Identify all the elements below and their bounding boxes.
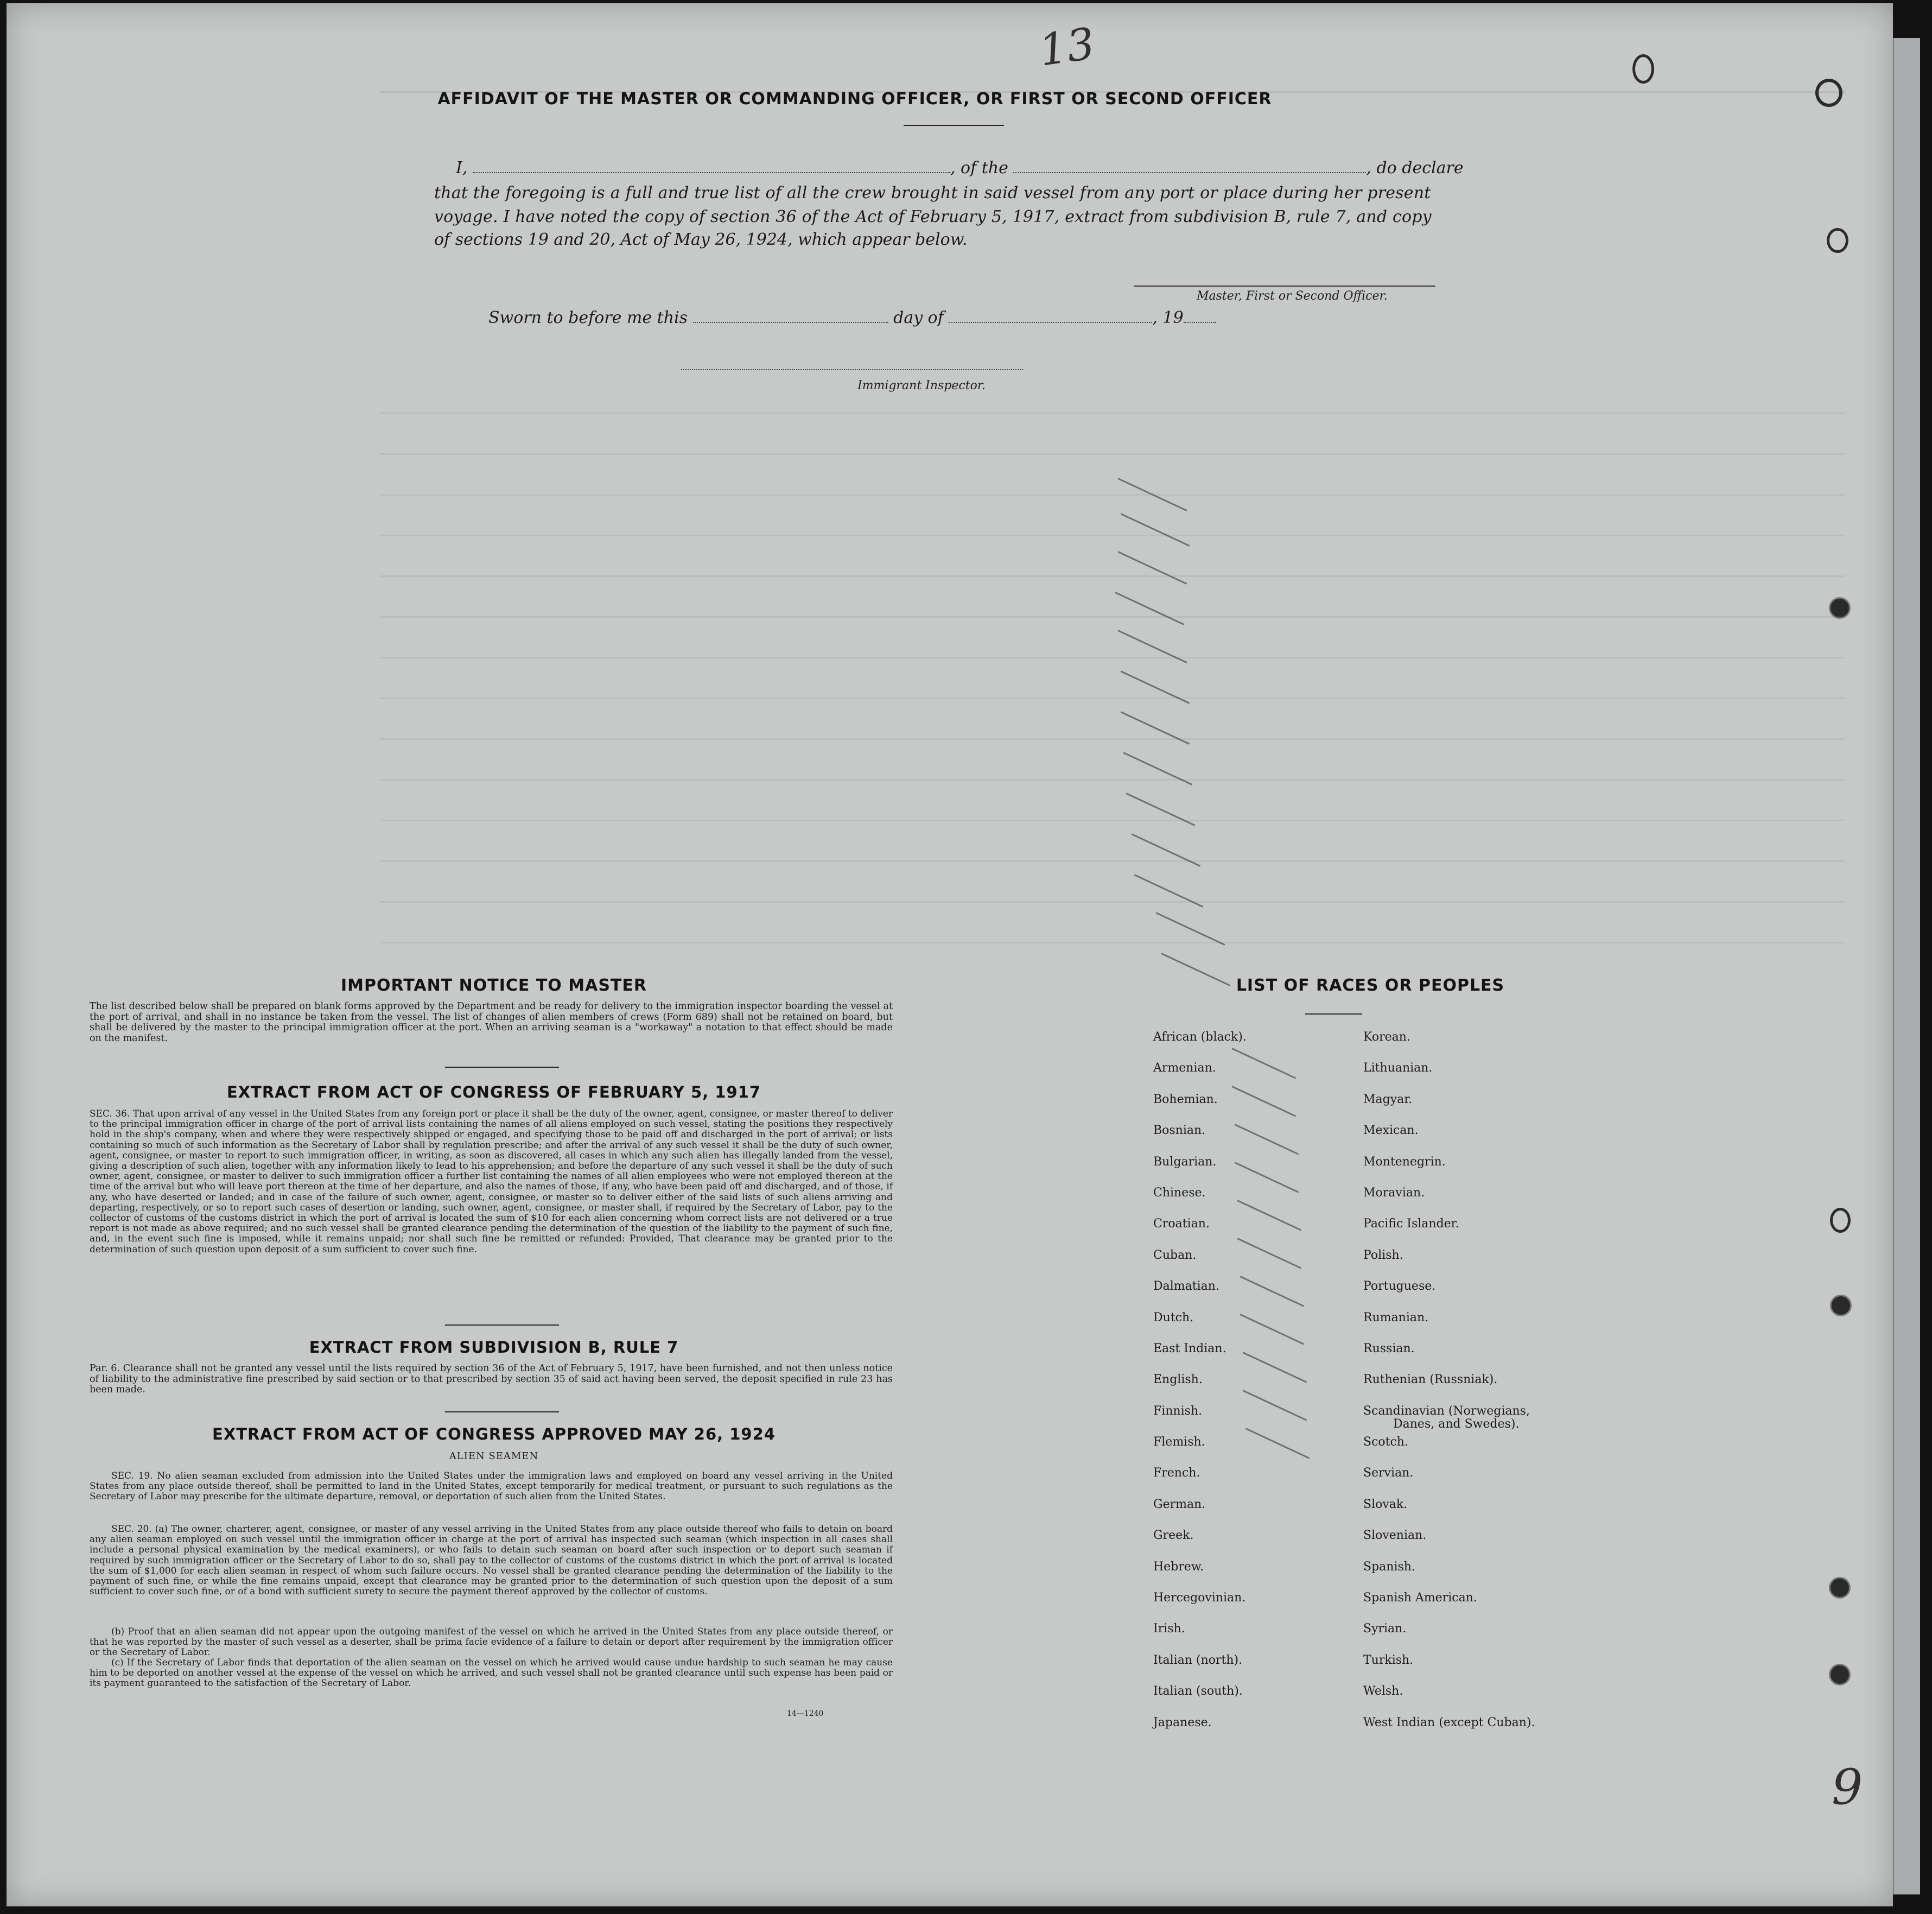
rule7-text: Par. 6. Clearance shall not be granted any vessel until the lists required by section 36 of the Act of February 5, 1917, have been furnished, and not then unless notice of liability to the administrative fine prescribed by said section or to that prescribed by section 35 of said act having been served, the deposit specified in rule 23 has been made.: [90, 1363, 893, 1395]
sworn-year-field[interactable]: [1184, 322, 1216, 323]
race-left-item: Bulgarian.: [1153, 1155, 1217, 1169]
notice-text: The list described below shall be prepared on blank forms approved by the Department and be ready for delivery to the immigration inspector boarding the vessel at the port of arrival, and shall in no instance be taken from the vessel. The list of changes of alien members of crews (Form 689) shall not be retained on board, but shall be delivered by the master to the principal immigration officer at the port. When an arriving seaman is a "workaway" a notation to that effect should be made on the manifest.: [90, 1001, 893, 1044]
race-right-item: Russian.: [1363, 1341, 1415, 1355]
affidavit-line-2: that the foregoing is a full and true list of all the crew brought in said vessel from any port or place during her present: [434, 183, 1431, 202]
race-left-item: Italian (south).: [1153, 1684, 1243, 1698]
race-left-item: Hercegovinian.: [1153, 1591, 1246, 1605]
race-right-item: Spanish American.: [1363, 1591, 1477, 1605]
affidavit-line-4: of sections 19 and 20, Act of May 26, 1924, which appear below.: [434, 230, 968, 249]
page-edge-strip: [1893, 38, 1920, 1894]
race-right-item: Servian.: [1363, 1466, 1414, 1480]
race-left-item: Chinese.: [1153, 1186, 1206, 1200]
punch-hole-icon: [1830, 1295, 1852, 1316]
handwritten-page-number: 13: [1036, 18, 1098, 76]
form-number: 14—1240: [787, 1709, 824, 1718]
section-divider: [445, 1067, 559, 1068]
race-left-item: Japanese.: [1153, 1715, 1212, 1729]
race-left-item: East Indian.: [1153, 1341, 1226, 1355]
affidavit-of-the-label: , of the: [950, 159, 1008, 178]
race-right-item: Slovak.: [1363, 1497, 1408, 1511]
race-left-item: German.: [1153, 1497, 1206, 1511]
race-right-item: Turkish.: [1363, 1653, 1414, 1667]
sworn-day-field[interactable]: [693, 322, 888, 323]
race-right-item: Moravian.: [1363, 1186, 1425, 1200]
binder-ring-icon: [1815, 79, 1842, 107]
extract-1924-title: EXTRACT FROM ACT OF CONGRESS APPROVED MAY 26, 1924: [212, 1425, 776, 1443]
punch-hole-icon: [1829, 1664, 1851, 1685]
day-of-label: day of: [893, 308, 944, 327]
races-right-column: [1363, 1030, 1635, 1747]
vessel-name-field[interactable]: [1013, 172, 1366, 173]
affidavit-title: AFFIDAVIT OF THE MASTER OR COMMANDING OFFICER, OR FIRST OR SECOND OFFICER: [437, 90, 1272, 109]
race-left-item: French.: [1153, 1466, 1200, 1480]
race-left-item: English.: [1153, 1373, 1203, 1387]
sec20a-text: SEC. 20. (a) The owner, charterer, agent, consignee, or master of any vessel arriving in the United States from any place outside thereof who fails to detain on board any alien seaman employed on such vessel until the immigration officer in charge at the port of arrival has inspected such seaman (which inspection in all cases shall include a personal physical examination by the medical examiners), or who fails to detain such seaman on board after such inspection or to deport such seaman if required by such immigration officer or the Secretary of Labor to do so, shall pay to the collector of customs of the customs district in which the port of arrival is located the sum of $1,000 for each alien seaman in respect of whom such failure occurs. No vessel shall be granted clearance pending the determination of the liability to the payment of such fine, or while the fine remains unpaid, except that clearance may be granted prior to the determination of such question upon the deposit of a sum sufficient to cover such fine, or of a bond with sufficient surety to secure the payment thereof approved by the collector of customs.: [90, 1524, 893, 1598]
punch-hole-icon: [1829, 1577, 1851, 1599]
sworn-line: [488, 308, 1216, 327]
race-right-item: Ruthenian (Russniak).: [1363, 1373, 1498, 1387]
race-right-item: Magyar.: [1363, 1092, 1413, 1106]
race-left-item: Flemish.: [1153, 1435, 1205, 1449]
races-left-column: [1153, 1030, 1332, 1747]
race-left-item: Armenian.: [1153, 1061, 1216, 1075]
race-left-item: Greek.: [1153, 1529, 1194, 1543]
master-name-field[interactable]: [473, 172, 950, 173]
race-right-item: Scandinavian (Norwegians, Danes, and Swedes).: [1363, 1404, 1530, 1431]
handwritten-mark: 9: [1832, 1759, 1863, 1816]
race-left-item: Dutch.: [1153, 1310, 1194, 1324]
race-right-item: Korean.: [1363, 1030, 1410, 1044]
races-divider: [1305, 1013, 1362, 1015]
affidavit-i-label: I,: [456, 159, 468, 178]
binder-ring-icon: [1632, 54, 1654, 84]
race-right-item: Spanish.: [1363, 1560, 1415, 1574]
race-left-item: Croatian.: [1153, 1217, 1210, 1231]
affidavit-line-3: voyage. I have noted the copy of section 36 of the Act of February 5, 1917, extract from subdivision B, rule 7, and copy: [434, 207, 1432, 226]
inspector-signature-label: Immigrant Inspector.: [857, 379, 986, 392]
affidavit-line-1: [456, 159, 1476, 178]
race-right-item: Montenegrin.: [1363, 1155, 1446, 1169]
race-right-item: West Indian (except Cuban).: [1363, 1715, 1535, 1729]
sec19-text: SEC. 19. No alien seaman excluded from admission into the United States under the immigration laws and employed on board any vessel arriving in the United States from any place outside thereof, shall be permitted to land in the United States, except temporarily for medical treatment, or pursuant to such regulations as the Secretary of Labor may prescribe for the ultimate departure, removal, or deportation of such alien from the United States.: [90, 1471, 893, 1503]
sec20c-text: (c) If the Secretary of Labor finds that deportation of the alien seaman on the vessel on which he arrived would cause undue hardship to such seaman he may cause him to be deported on another vessel at the expense of the vessel on which he arrived, and such vessel shall not be granted clearance until such expense has been paid or its payment guaranteed to the satisfaction of the Secretary of Labor.: [90, 1657, 893, 1689]
race-left-item: Finnish.: [1153, 1404, 1203, 1418]
section-divider: [445, 1411, 559, 1412]
affidavit-declare-label: , do declare: [1366, 159, 1464, 178]
race-left-item: Bosnian.: [1153, 1124, 1206, 1138]
race-left-item: Bohemian.: [1153, 1092, 1218, 1106]
race-left-item: Cuban.: [1153, 1248, 1197, 1262]
race-scandinavian-continuation: Danes, and Swedes).: [1393, 1417, 1520, 1431]
race-left-item: Hebrew.: [1153, 1560, 1204, 1574]
race-right-item: Pacific Islander.: [1363, 1217, 1459, 1231]
race-right-item: Polish.: [1363, 1248, 1403, 1262]
races-title: LIST OF RACES OR PEOPLES: [1236, 976, 1505, 995]
race-right-item: Syrian.: [1363, 1622, 1407, 1636]
master-signature-line[interactable]: [1134, 286, 1435, 287]
sec20b-text: (b) Proof that an alien seaman did not appear upon the outgoing manifest of the vessel on which he arrived in the United States from any place outside thereof, or that he was reported by the master of such vessel as a deserter, shall be prima facie evidence of a failure to detain or deport after requirement by the immigration officer or the Secretary of Labor.: [90, 1626, 893, 1658]
inspector-signature-line[interactable]: [681, 369, 1023, 370]
race-left-item: Dalmatian.: [1153, 1279, 1219, 1294]
title-divider: [904, 125, 1004, 126]
sworn-label: Sworn to before me this: [488, 308, 688, 327]
master-signature-label: Master, First or Second Officer.: [1197, 289, 1388, 303]
race-right-item: Rumanian.: [1363, 1310, 1429, 1324]
race-right-item: Mexican.: [1363, 1124, 1419, 1138]
race-left-item: Irish.: [1153, 1622, 1185, 1636]
race-right-item: Welsh.: [1363, 1684, 1403, 1698]
binder-ring-icon: [1830, 1208, 1851, 1233]
year-prefix-label: , 19: [1152, 308, 1184, 327]
sworn-month-field[interactable]: [949, 322, 1152, 323]
race-right-item: Scotch.: [1363, 1435, 1408, 1449]
extract-1917-title: EXTRACT FROM ACT OF CONGRESS OF FEBRUARY 5, 1917: [226, 1083, 761, 1101]
notice-title: IMPORTANT NOTICE TO MASTER: [341, 976, 647, 995]
extract-1924-subtitle: ALIEN SEAMEN: [449, 1450, 539, 1462]
race-right-item: Lithuanian.: [1363, 1061, 1433, 1075]
race-left-item: Italian (north).: [1153, 1653, 1243, 1667]
race-left-item: African (black).: [1153, 1030, 1247, 1044]
race-right-item: Portuguese.: [1363, 1279, 1436, 1294]
section-divider: [445, 1324, 559, 1326]
race-right-item: Slovenian.: [1363, 1529, 1427, 1543]
extract-1917-text: SEC. 36. That upon arrival of any vessel in the United States from any foreign port or place it shall be the duty of the owner, agent, consignee, or master thereof to deliver to the principal immigration officer in charge of the port of arrival lists containing the names of all aliens employed on such vessel, stating the positions they respectively hold in the ship's company, when and where they were respectively shipped or engaged, and specifying those to be paid off and discharged in the port of arrival; or lists containing so much of such information as the Secretary of Labor shall by regulation prescribe; and after the arrival of any such vessel it shall be the duty of such owner, agent, consignee, or master to report to such immigration officer, in writing, as soon as discovered, all cases in which any such alien has illegally landed from the vessel, giving a description of such alien, together with any information likely to lead to his apprehension; and before the departure of any such vessel it shall be the duty of such owner, agent, consignee, or master to deliver to such immigration officer a further list containing the names of all alien employees who were not employed thereon at the time of the arrival but who will leave port thereon at the time of her departure, and also the names of those, if any, who have been paid off and discharged, and of those, if any, who have deserted or landed; and in case of the failure of such owner, agent, consignee, or master so to deliver either of the said lists of such aliens arriving and departing, respectively, or so to report such cases of desertion or landing, such owner, agent, consignee, or master shall, if required by the Secretary of Labor, pay to the collector of customs of the customs district in which the port of arrival is located the sum of $10 for each alien concerning whom correct lists are not delivered or a true report is not made as above required; and no such vessel shall be granted clearance pending the determination of the question of the liability to the payment of such fine, and, in the event such fine is imposed, while it remains unpaid; nor shall such fine be remitted or refunded: Provided, That clearance may be granted prior to the determination of such question upon deposit of a sum sufficient to cover such fine.: [90, 1108, 893, 1255]
binder-ring-icon: [1827, 228, 1848, 253]
punch-hole-icon: [1829, 597, 1851, 619]
rule7-title: EXTRACT FROM SUBDIVISION B, RULE 7: [309, 1338, 679, 1357]
